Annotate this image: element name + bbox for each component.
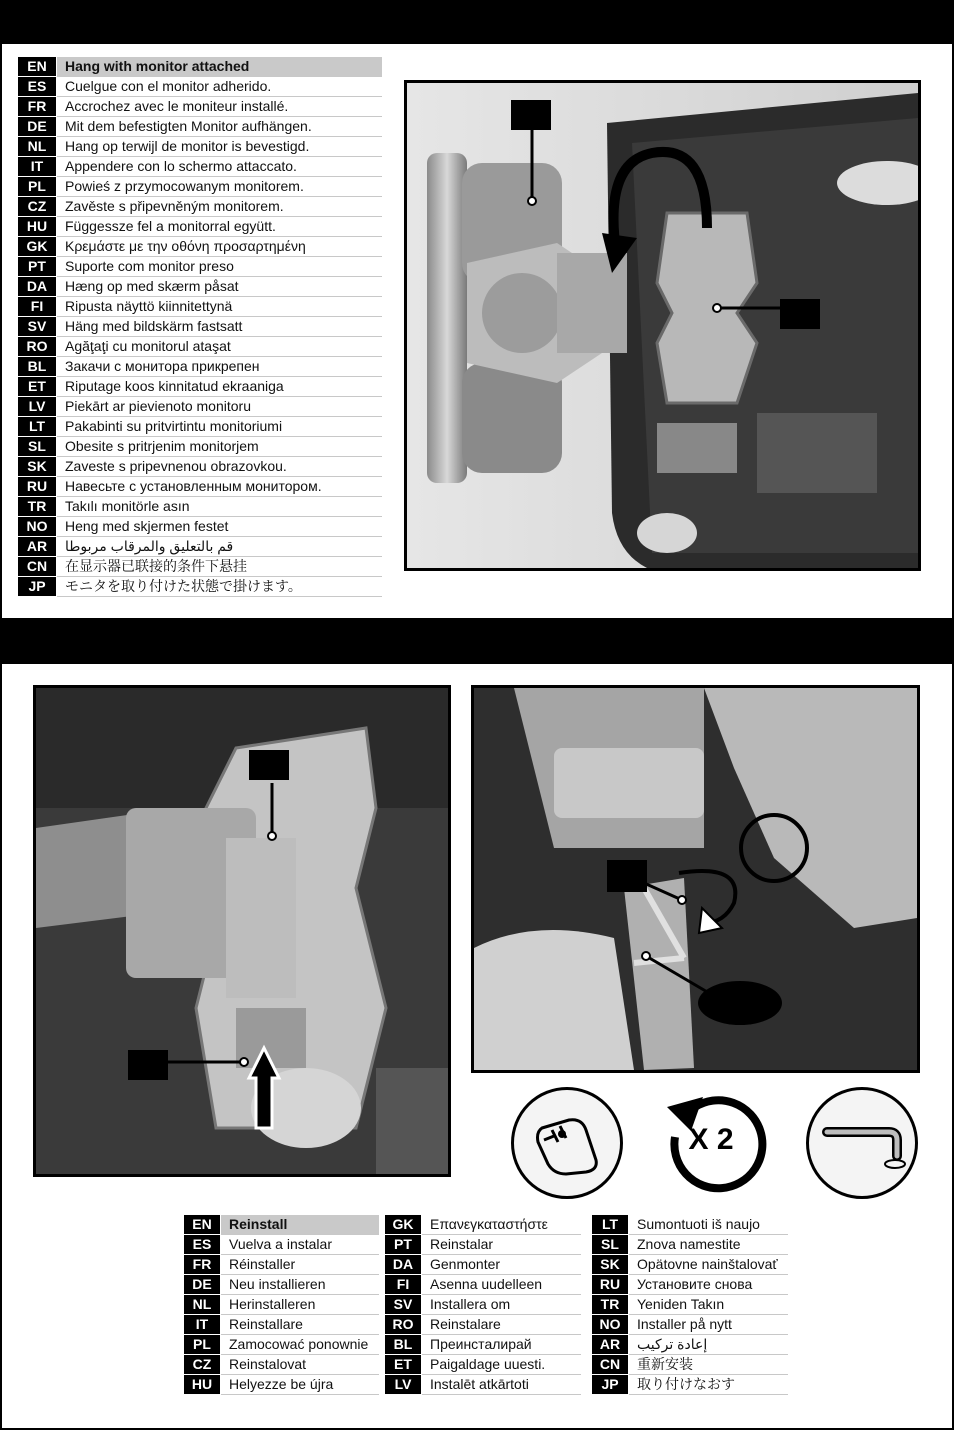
language-text: Zavěste s připevněným monitorem. xyxy=(57,197,383,217)
language-text: Riputage koos kinnitatud ekraaniga xyxy=(57,377,383,397)
language-text: Zaveste s pripevnenou obrazovkou. xyxy=(57,457,383,477)
language-row-tr xyxy=(18,497,382,517)
language-row-pl xyxy=(18,177,382,197)
language-code: DE xyxy=(184,1275,221,1295)
language-code: DA xyxy=(18,277,57,297)
language-text: Genmonter xyxy=(422,1255,582,1275)
language-row-nl xyxy=(184,1295,379,1315)
step2-language-table-2 xyxy=(385,1215,581,1395)
language-code: AR xyxy=(592,1335,629,1355)
language-row-sl xyxy=(18,437,382,457)
language-row-ar xyxy=(18,537,382,557)
language-row-sv xyxy=(18,317,382,337)
rotate-icon xyxy=(655,1087,767,1199)
language-row-tr xyxy=(592,1295,788,1315)
language-row-gk xyxy=(385,1215,581,1235)
language-code: RO xyxy=(385,1315,422,1335)
language-text: Yeniden Takın xyxy=(629,1295,789,1315)
language-code: SV xyxy=(18,317,57,337)
language-code: DA xyxy=(385,1255,422,1275)
language-text: Reinstall xyxy=(221,1215,380,1235)
step1-callout-a xyxy=(511,100,551,130)
language-code: BL xyxy=(385,1335,422,1355)
language-code: JP xyxy=(18,577,57,597)
hand-icon xyxy=(511,1087,623,1199)
language-text: Επανεγκαταστήστε xyxy=(422,1215,582,1235)
language-text: Suporte com monitor preso xyxy=(57,257,383,277)
language-row-da xyxy=(385,1255,581,1275)
language-row-fi xyxy=(385,1275,581,1295)
language-text: Sumontuoti iš naujo xyxy=(629,1215,789,1235)
hex-key-icon xyxy=(806,1087,918,1199)
language-row-sl xyxy=(592,1235,788,1255)
language-row-pl xyxy=(184,1335,379,1355)
language-text: Mit dem befestigten Monitor aufhängen. xyxy=(57,117,383,137)
language-row-nl xyxy=(18,137,382,157)
language-text: Appendere con lo schermo attaccato. xyxy=(57,157,383,177)
language-code: HU xyxy=(18,217,57,237)
language-code: SK xyxy=(18,457,57,477)
language-text: Herinstalleren xyxy=(221,1295,380,1315)
language-row-it xyxy=(184,1315,379,1335)
language-code: NO xyxy=(18,517,57,537)
step1-language-table xyxy=(18,57,382,597)
language-text: Преинсталирай xyxy=(422,1335,582,1355)
language-row-pt xyxy=(385,1235,581,1255)
step2-right-callout-a xyxy=(607,860,647,892)
language-text: إعادة تركيب xyxy=(629,1335,789,1355)
language-row-fr xyxy=(184,1255,379,1275)
language-code: RU xyxy=(18,477,57,497)
language-text: Reinstalovat xyxy=(221,1355,380,1375)
language-row-lt xyxy=(18,417,382,437)
language-text: Neu installieren xyxy=(221,1275,380,1295)
language-code: GK xyxy=(385,1215,422,1235)
language-text: Installera om xyxy=(422,1295,582,1315)
language-text: Asenna uudelleen xyxy=(422,1275,582,1295)
language-text: Helyezze be újra xyxy=(221,1375,380,1395)
language-row-sv xyxy=(385,1295,581,1315)
language-row-sk xyxy=(18,457,382,477)
language-code: EN xyxy=(184,1215,221,1235)
language-row-lv xyxy=(385,1375,581,1395)
language-text: Навесьте с установленным монитором. xyxy=(57,477,383,497)
language-row-hu xyxy=(184,1375,379,1395)
language-row-gk xyxy=(18,237,382,257)
step2-language-table-3 xyxy=(592,1215,788,1395)
language-row-cn xyxy=(18,557,382,577)
language-code: FI xyxy=(385,1275,422,1295)
language-row-bl xyxy=(18,357,382,377)
language-row-sk xyxy=(592,1255,788,1275)
language-row-da xyxy=(18,277,382,297)
step2-left-callout-b xyxy=(128,1050,168,1080)
language-row-jp xyxy=(592,1375,788,1395)
language-text: قم بالتعليق والمرقاب مربوطا xyxy=(57,537,383,557)
language-code: NO xyxy=(592,1315,629,1335)
language-code: RO xyxy=(18,337,57,357)
language-code: EN xyxy=(18,57,57,77)
language-code: IT xyxy=(184,1315,221,1335)
language-code: RU xyxy=(592,1275,629,1295)
rotate-count-label: X 2 xyxy=(688,1123,734,1156)
language-code: SL xyxy=(18,437,57,457)
language-text: 取り付けなおす xyxy=(629,1375,789,1395)
language-code: JP xyxy=(592,1375,629,1395)
language-text: Heng med skjermen festet xyxy=(57,517,383,537)
language-code: HU xyxy=(184,1375,221,1395)
language-text: Pakabinti su pritvirtintu monitoriumi xyxy=(57,417,383,437)
language-row-en xyxy=(184,1215,379,1235)
language-code: NL xyxy=(184,1295,221,1315)
language-code: CZ xyxy=(184,1355,221,1375)
language-code: TR xyxy=(592,1295,629,1315)
language-row-es xyxy=(184,1235,379,1255)
step1-callout-b xyxy=(780,299,820,329)
language-text: Häng med bildskärm fastsatt xyxy=(57,317,383,337)
language-row-jp xyxy=(18,577,382,597)
language-code: SL xyxy=(592,1235,629,1255)
language-text: Piekārt ar pievienoto monitoru xyxy=(57,397,383,417)
language-code: FR xyxy=(184,1255,221,1275)
language-text: Powieś z przymocowanym monitorem. xyxy=(57,177,383,197)
language-code: ES xyxy=(184,1235,221,1255)
language-text: 在显示器已联接的条件下悬挂 xyxy=(57,557,383,577)
language-code: TR xyxy=(18,497,57,517)
language-code: PT xyxy=(18,257,57,277)
language-row-ro xyxy=(385,1315,581,1335)
language-row-cz xyxy=(18,197,382,217)
language-row-en xyxy=(18,57,382,77)
language-code: FR xyxy=(18,97,57,117)
language-code: CZ xyxy=(18,197,57,217)
language-code: SK xyxy=(592,1255,629,1275)
language-code: FI xyxy=(18,297,57,317)
language-row-no xyxy=(592,1315,788,1335)
language-code: BL xyxy=(18,357,57,377)
language-code: LT xyxy=(592,1215,629,1235)
language-code: AR xyxy=(18,537,57,557)
language-code: IT xyxy=(18,157,57,177)
language-text: Accrochez avec le moniteur installé. xyxy=(57,97,383,117)
step2-language-rows-2 xyxy=(385,1215,581,1395)
language-code: ET xyxy=(18,377,57,397)
language-row-lv xyxy=(18,397,382,417)
language-row-ro xyxy=(18,337,382,357)
language-text: Reinstallare xyxy=(221,1315,380,1335)
language-code: GK xyxy=(18,237,57,257)
language-row-fr xyxy=(18,97,382,117)
language-text: Hæng op med skærm påsat xyxy=(57,277,383,297)
language-row-ru xyxy=(592,1275,788,1295)
language-text: Agăţaţi cu monitorul ataşat xyxy=(57,337,383,357)
language-text: Cuelgue con el monitor adherido. xyxy=(57,77,383,97)
language-code: PL xyxy=(18,177,57,197)
language-row-de xyxy=(184,1275,379,1295)
language-text: Installer på nytt xyxy=(629,1315,789,1335)
language-text: Takılı monitörle asın xyxy=(57,497,383,517)
language-text: Opätovne nainštalovať xyxy=(629,1255,789,1275)
language-row-cn xyxy=(592,1355,788,1375)
step1-language-rows xyxy=(18,57,382,597)
language-code: DE xyxy=(18,117,57,137)
step2-language-rows-3 xyxy=(592,1215,788,1395)
language-row-no xyxy=(18,517,382,537)
step2-language-table-1 xyxy=(184,1215,379,1395)
language-text: Znova namestite xyxy=(629,1235,789,1255)
language-code: SV xyxy=(385,1295,422,1315)
language-code: ET xyxy=(385,1355,422,1375)
language-code: NL xyxy=(18,137,57,157)
language-code: PT xyxy=(385,1235,422,1255)
language-row-hu xyxy=(18,217,382,237)
step1-photo xyxy=(404,80,921,571)
step2-language-rows-1 xyxy=(184,1215,379,1395)
language-text: Zamocować ponownie xyxy=(221,1335,380,1355)
language-text: Függessze fel a monitorral együtt. xyxy=(57,217,383,237)
language-code: LV xyxy=(18,397,57,417)
language-row-pt xyxy=(18,257,382,277)
language-row-it xyxy=(18,157,382,177)
language-row-fi xyxy=(18,297,382,317)
language-row-cz xyxy=(184,1355,379,1375)
language-code: LV xyxy=(385,1375,422,1395)
language-row-et xyxy=(18,377,382,397)
language-code: ES xyxy=(18,77,57,97)
language-text: Закачи с монитора прикрепен xyxy=(57,357,383,377)
language-row-bl xyxy=(385,1335,581,1355)
language-text: Установите снова xyxy=(629,1275,789,1295)
step2-left-photo xyxy=(33,685,451,1177)
language-row-de xyxy=(18,117,382,137)
language-text: 重新安装 xyxy=(629,1355,789,1375)
language-text: Ripusta näyttö kiinnitettynä xyxy=(57,297,383,317)
language-row-ar xyxy=(592,1335,788,1355)
language-text: モニタを取り付けた状態で掛けます。 xyxy=(57,577,383,597)
language-text: Paigaldage uuesti. xyxy=(422,1355,582,1375)
language-text: Réinstaller xyxy=(221,1255,380,1275)
language-text: Reinstalar xyxy=(422,1235,582,1255)
language-text: Reinstalare xyxy=(422,1315,582,1335)
language-text: Hang with monitor attached xyxy=(57,57,383,77)
language-code: PL xyxy=(184,1335,221,1355)
language-row-lt xyxy=(592,1215,788,1235)
language-code: CN xyxy=(592,1355,629,1375)
language-text: Instalēt atkārtoti xyxy=(422,1375,582,1395)
language-code: CN xyxy=(18,557,57,577)
middle-header-band xyxy=(0,620,954,662)
language-row-et xyxy=(385,1355,581,1375)
language-text: Obesite s pritrjenim monitorjem xyxy=(57,437,383,457)
language-text: Vuelva a instalar xyxy=(221,1235,380,1255)
language-row-es xyxy=(18,77,382,97)
language-text: Κρεμάστε με την οθόνη προσαρτημένη xyxy=(57,237,383,257)
language-code: LT xyxy=(18,417,57,437)
language-row-ru xyxy=(18,477,382,497)
step2-right-photo xyxy=(471,685,920,1073)
top-header-band xyxy=(0,0,954,42)
step2-left-callout-a xyxy=(249,750,289,780)
language-text: Hang op terwijl de monitor is bevestigd. xyxy=(57,137,383,157)
